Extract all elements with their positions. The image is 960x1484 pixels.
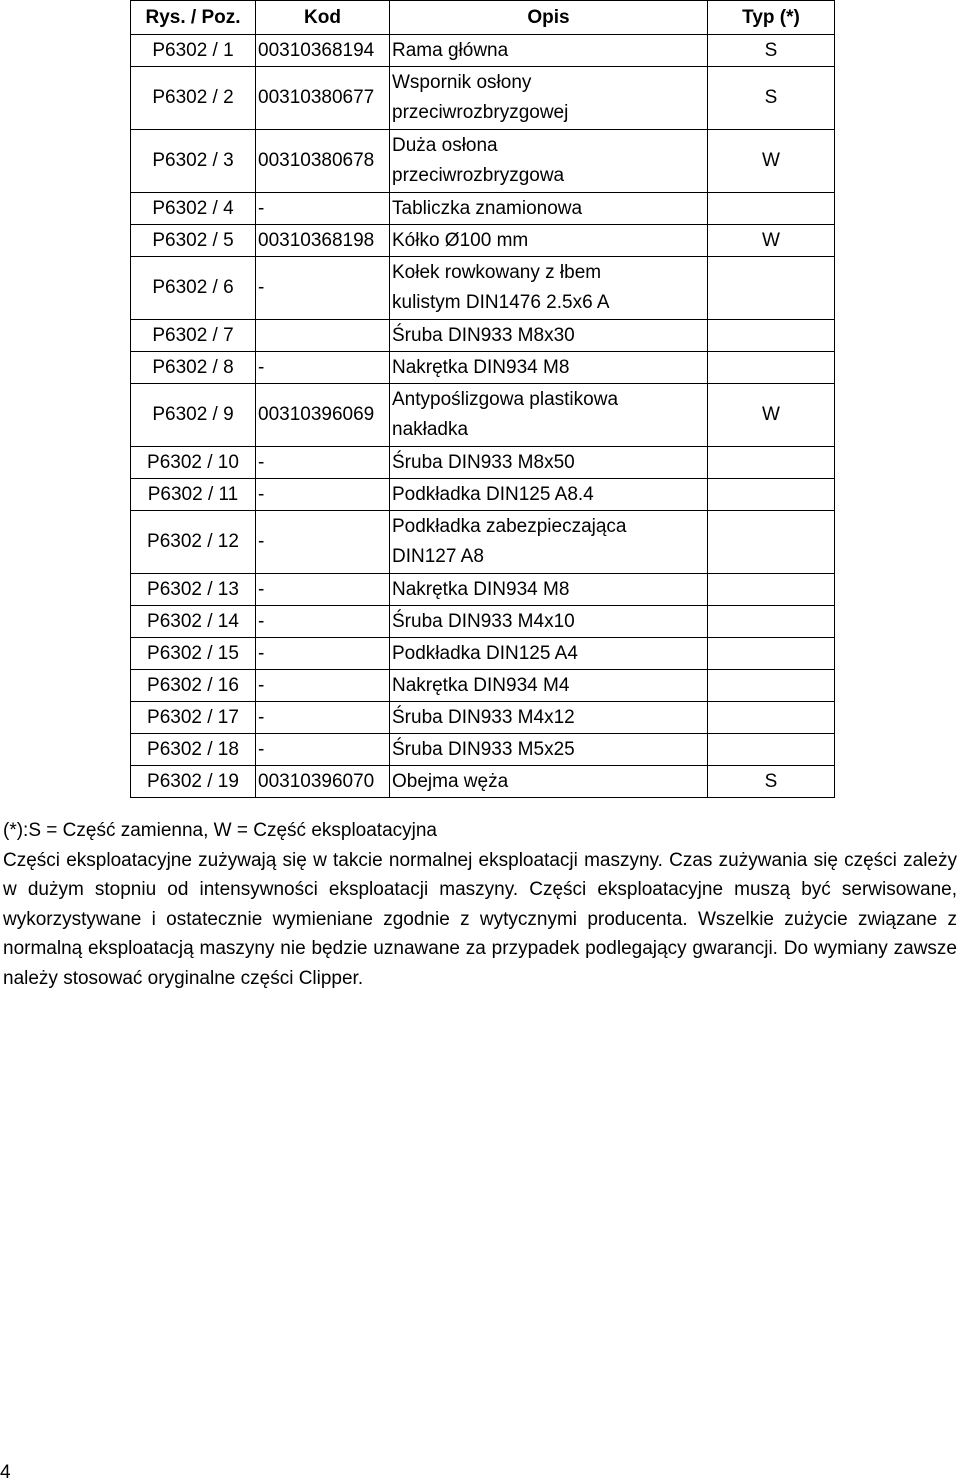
table-row — [131, 606, 835, 638]
row-code — [256, 320, 390, 352]
row-desc: Obejma węża — [390, 766, 708, 798]
row-ref: P6302 / 10 — [131, 447, 256, 479]
row-type: W — [708, 130, 835, 193]
table-row — [131, 574, 835, 606]
table-row — [131, 320, 835, 352]
row-type — [708, 257, 835, 320]
table-row — [131, 35, 835, 67]
row-type — [708, 352, 835, 384]
row-type — [708, 670, 835, 702]
row-desc: Podkładka DIN125 A8.4 — [390, 479, 708, 511]
row-code: 00310396069 — [256, 384, 390, 447]
row-ref: P6302 / 12 — [131, 511, 256, 574]
row-type — [708, 193, 835, 225]
row-type — [708, 702, 835, 734]
header-desc: Opis — [390, 1, 708, 35]
row-desc: Podkładka DIN125 A4 — [390, 638, 708, 670]
table-row — [131, 257, 835, 320]
row-ref: P6302 / 2 — [131, 67, 256, 130]
table-row — [131, 130, 835, 193]
row-desc: Rama główna — [390, 35, 708, 67]
table-row — [131, 67, 835, 130]
table-row — [131, 193, 835, 225]
table-row — [131, 479, 835, 511]
row-type — [708, 638, 835, 670]
row-desc: Nakrętka DIN934 M8 — [390, 574, 708, 606]
table-row — [131, 384, 835, 447]
row-type — [708, 734, 835, 766]
row-code: - — [256, 193, 390, 225]
row-ref: P6302 / 6 — [131, 257, 256, 320]
row-desc: Kołek rowkowany z łbem kulistym DIN1476 2.5x6 A — [390, 257, 708, 320]
row-code: - — [256, 479, 390, 511]
parts-table — [130, 0, 835, 798]
table-row — [131, 638, 835, 670]
row-type — [708, 574, 835, 606]
row-type — [708, 511, 835, 574]
header-type: Typ (*) — [708, 1, 835, 35]
row-code: 00310380678 — [256, 130, 390, 193]
row-type: S — [708, 35, 835, 67]
table-row — [131, 511, 835, 574]
row-desc: Śruba DIN933 M4x10 — [390, 606, 708, 638]
row-desc: Śruba DIN933 M8x30 — [390, 320, 708, 352]
row-type: W — [708, 225, 835, 257]
row-ref: P6302 / 13 — [131, 574, 256, 606]
page-number: 4 — [0, 1462, 11, 1483]
table-row — [131, 225, 835, 257]
type-legend: (*):S = Część zamienna, W = Część eksploatacyjna — [3, 820, 438, 841]
row-type: S — [708, 766, 835, 798]
row-desc: Śruba DIN933 M8x50 — [390, 447, 708, 479]
row-ref: P6302 / 4 — [131, 193, 256, 225]
row-desc: Duża osłona przeciwrozbryzgowa — [390, 130, 708, 193]
row-ref: P6302 / 8 — [131, 352, 256, 384]
row-ref: P6302 / 15 — [131, 638, 256, 670]
row-code: 00310368194 — [256, 35, 390, 67]
row-ref: P6302 / 7 — [131, 320, 256, 352]
row-ref: P6302 / 5 — [131, 225, 256, 257]
row-code: - — [256, 734, 390, 766]
notes — [3, 816, 957, 993]
row-code: - — [256, 352, 390, 384]
row-desc: Podkładka zabezpieczająca DIN127 A8 — [390, 511, 708, 574]
header-ref: Rys. / Poz. — [131, 1, 256, 35]
table-row — [131, 766, 835, 798]
table-row — [131, 734, 835, 766]
row-code: - — [256, 638, 390, 670]
table-row — [131, 670, 835, 702]
row-ref: P6302 / 14 — [131, 606, 256, 638]
table-header-row — [131, 1, 835, 35]
row-desc: Kółko Ø100 mm — [390, 225, 708, 257]
row-code: - — [256, 574, 390, 606]
row-desc: Nakrętka DIN934 M8 — [390, 352, 708, 384]
row-code: 00310396070 — [256, 766, 390, 798]
row-code: - — [256, 606, 390, 638]
row-type: S — [708, 67, 835, 130]
row-code: 00310380677 — [256, 67, 390, 130]
table-row — [131, 447, 835, 479]
row-ref: P6302 / 3 — [131, 130, 256, 193]
table-row — [131, 702, 835, 734]
row-ref: P6302 / 1 — [131, 35, 256, 67]
table-row — [131, 352, 835, 384]
row-ref: P6302 / 9 — [131, 384, 256, 447]
row-desc: Śruba DIN933 M4x12 — [390, 702, 708, 734]
row-type — [708, 447, 835, 479]
row-type — [708, 320, 835, 352]
row-code: - — [256, 257, 390, 320]
row-code: - — [256, 447, 390, 479]
row-desc: Antypoślizgowa plastikowa nakładka — [390, 384, 708, 447]
row-code: - — [256, 511, 390, 574]
row-type — [708, 479, 835, 511]
row-ref: P6302 / 18 — [131, 734, 256, 766]
row-ref: P6302 / 17 — [131, 702, 256, 734]
row-type — [708, 606, 835, 638]
row-ref: P6302 / 11 — [131, 479, 256, 511]
row-type: W — [708, 384, 835, 447]
notes-paragraph: Części eksploatacyjne zużywają się w takcie normalnej eksploatacji maszyny. Czas zużywania się części zależy w dużym stopniu od intensywności eksploatacji maszyny. Części eksploatacyjne muszą być serwisowane, wykorzystywane i ostatecznie wymieniane zgodnie z wytycznymi producenta. Wszelkie zużycie związane z normalną eksploatacją maszyny nie będzie uznawane za przypadek podlegający gwarancji. Do wymiany zawsze należy stosować oryginalne części Clipper. — [3, 849, 957, 989]
row-code: - — [256, 670, 390, 702]
row-code: - — [256, 702, 390, 734]
row-desc: Nakrętka DIN934 M4 — [390, 670, 708, 702]
header-code: Kod — [256, 1, 390, 35]
row-desc: Wspornik osłony przeciwrozbryzgowej — [390, 67, 708, 130]
row-desc: Śruba DIN933 M5x25 — [390, 734, 708, 766]
row-code: 00310368198 — [256, 225, 390, 257]
row-ref: P6302 / 16 — [131, 670, 256, 702]
row-ref: P6302 / 19 — [131, 766, 256, 798]
parts-table-body — [131, 35, 835, 798]
row-desc: Tabliczka znamionowa — [390, 193, 708, 225]
